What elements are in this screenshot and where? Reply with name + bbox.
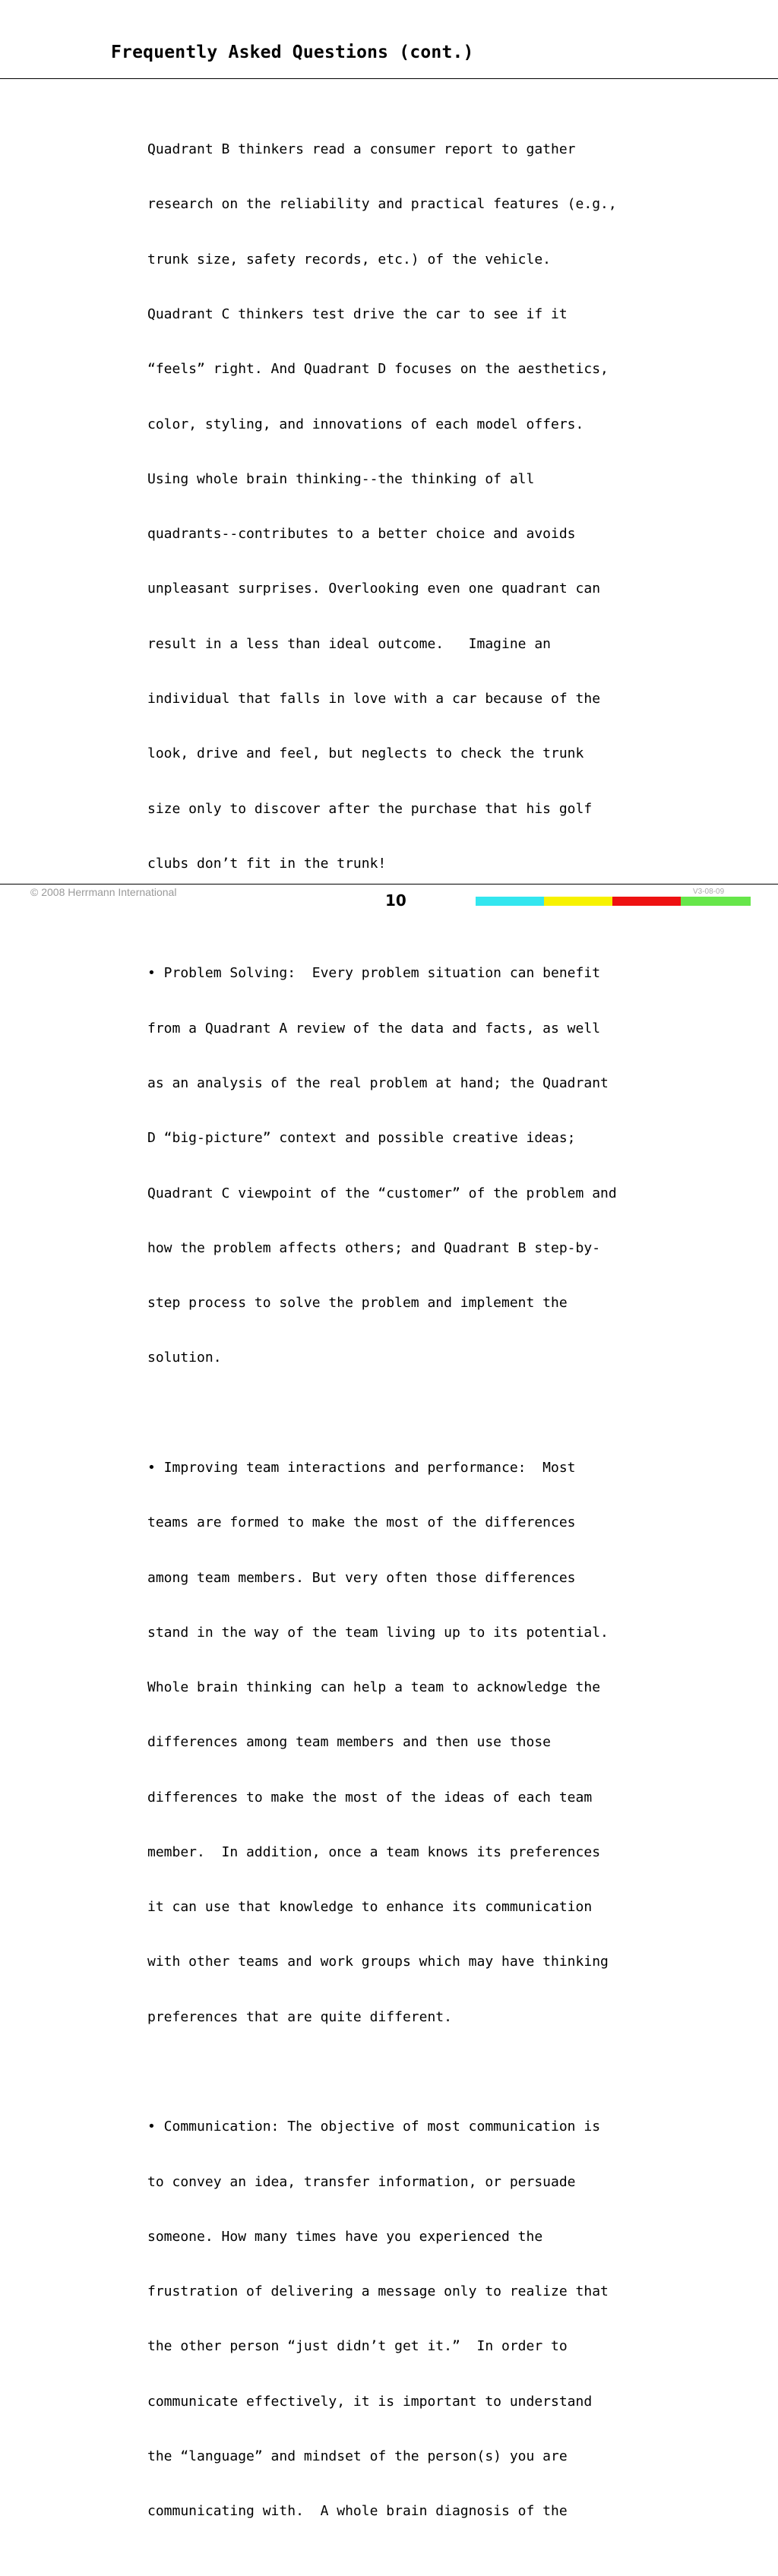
text-line: with other teams and work groups which may have thinking: [147, 1954, 609, 1970]
paragraph-problem-solving: [147, 928, 679, 1404]
text-line: look, drive and feel, but neglects to check the trunk: [147, 745, 584, 762]
text-line: it can use that knowledge to enhance its communication: [147, 1899, 593, 1916]
text-line: frustration of delivering a message only to realize that: [147, 2283, 609, 2300]
paragraph-communication: [147, 2081, 679, 2557]
text-line: “feels” right. And Quadrant D focuses on the aesthetics,: [147, 361, 609, 378]
text-line: Quadrant C viewpoint of the “customer” of the problem and: [147, 1185, 617, 1201]
text-line: differences among team members and then use those: [147, 1734, 552, 1751]
text-line: size only to discover after the purchase that his golf: [147, 800, 593, 817]
text-line: • Communication: The objective of most communication is: [147, 2119, 601, 2135]
page-number: 10: [385, 891, 406, 910]
text-line: member. In addition, once a team knows its preferences: [147, 1843, 601, 1860]
footer-divider: [0, 884, 778, 885]
text-line: differences to make the most of the ideas of each team: [147, 1789, 593, 1805]
text-line: teams are formed to make the most of the differences: [147, 1514, 576, 1531]
paragraph-car-example: [147, 104, 679, 910]
text-line: communicating with. A whole brain diagnosis of the: [147, 2503, 568, 2520]
document-body: [147, 104, 679, 2576]
text-line: • Problem Solving: Every problem situation can benefit: [147, 965, 601, 982]
text-line: Quadrant C thinkers test drive the car to see if it: [147, 306, 568, 323]
text-line: color, styling, and innovations of each model offers.: [147, 416, 584, 432]
text-line: research on the reliability and practical features (e.g.,: [147, 196, 617, 213]
copyright-notice: © 2008 Herrmann International: [30, 886, 177, 898]
text-line: among team members. But very often those differences: [147, 1569, 576, 1586]
text-line: step process to solve the problem and implement the: [147, 1295, 568, 1312]
page-title: Frequently Asked Questions (cont.): [111, 43, 474, 62]
color-bar-green-segment: [681, 897, 751, 906]
text-line: Whole brain thinking can help a team to acknowledge the: [147, 1679, 601, 1696]
text-line: clubs don’t fit in the trunk!: [147, 855, 387, 872]
text-line: unpleasant surprises. Overlooking even one quadrant can: [147, 581, 601, 597]
color-bar-red-segment: [612, 897, 681, 906]
text-line: to convey an idea, transfer information, or persuade: [147, 2173, 576, 2190]
text-line: Quadrant B thinkers read a consumer report to gather: [147, 141, 576, 158]
text-line: how the problem affects others; and Quadrant B step-by-: [147, 1239, 601, 1256]
text-line: solution.: [147, 1350, 222, 1366]
text-line: the other person “just didn’t get it.” In order to: [147, 2338, 568, 2355]
color-bar-yellow-segment: [544, 897, 612, 906]
header-divider: [0, 78, 778, 79]
text-line: result in a less than ideal outcome. Imagine an: [147, 635, 552, 652]
text-line: • Improving team interactions and performance: Most: [147, 1459, 576, 1476]
text-line: stand in the way of the team living up to its potential.: [147, 1624, 609, 1641]
text-line: D “big-picture” context and possible creative ideas;: [147, 1130, 576, 1147]
color-bar-blue-segment: [476, 897, 544, 906]
text-line: communicate effectively, it is important to understand: [147, 2393, 593, 2410]
text-line: the “language” and mindset of the person(s) you are: [147, 2448, 568, 2464]
text-line: from a Quadrant A review of the data and facts, as well: [147, 1020, 601, 1036]
quadrant-color-bar: [476, 897, 751, 906]
text-line: someone. How many times have you experienced the: [147, 2228, 543, 2245]
paragraph-team-interactions: [147, 1422, 679, 2063]
text-line: as an analysis of the real problem at hand; the Quadrant: [147, 1074, 609, 1091]
text-line: Using whole brain thinking--the thinking of all: [147, 470, 535, 487]
text-line: quadrants--contributes to a better choice and avoids: [147, 526, 576, 543]
text-line: individual that falls in love with a car because of the: [147, 691, 601, 707]
version-label: V3-08-09: [693, 888, 725, 896]
text-line: trunk size, safety records, etc.) of the vehicle.: [147, 251, 552, 267]
text-line: preferences that are quite different.: [147, 2008, 452, 2025]
